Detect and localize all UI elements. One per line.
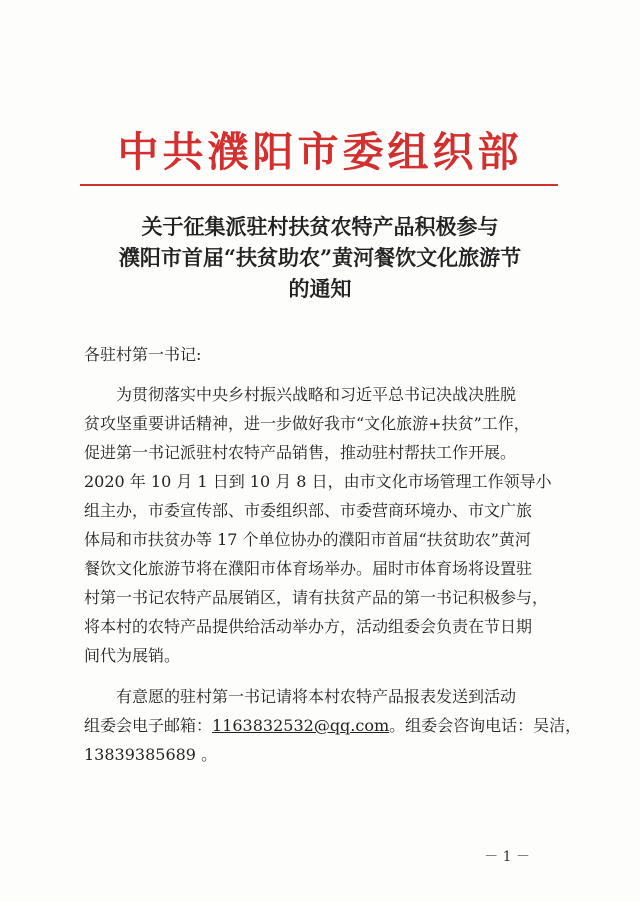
paragraph-1-line: 组主办，市委宣传部、市委组织部、市委营商环境办、市文广旅 <box>84 501 533 520</box>
paragraph-1-line: 贫攻坚重要讲话精神，进一步做好我市“文化旅游+扶贫”工作， <box>84 414 530 433</box>
document-title <box>0 211 640 304</box>
document-title-line-1: 关于征集派驻村扶贫农特产品积极参与 <box>141 214 499 239</box>
salutation: 各驻村第一书记: <box>84 345 202 364</box>
phone-number: 13839385689 。 <box>84 745 218 764</box>
paragraph-1-line: 促进第一书记派驻村农特产品销售，推动驻村帮扶工作开展。 <box>84 443 517 462</box>
phone-label: 。组委会咨询电话：吴洁， <box>389 716 582 735</box>
paragraph-1-line: 餐饮文化旅游节将在濮阳市体育场举办。届时市体育场将设置驻 <box>84 559 533 578</box>
email-label: 组委会电子邮箱： <box>84 716 213 735</box>
email-link[interactable]: 1163832532@qq.com <box>212 716 390 735</box>
paragraph-2-line <box>84 711 582 740</box>
document-title-line-2: 濮阳市首届“扶贫助农”黄河餐饮文化旅游节 <box>118 245 522 270</box>
paragraph-1-line: 为贯彻落实中央乡村振兴战略和习近平总书记决战决胜脱 <box>116 385 517 404</box>
paragraph-1-line: 村第一书记农特产品展销区，请有扶贫产品的第一书记积极参与， <box>84 588 549 607</box>
paragraph-1-line: 将本村的农特产品提供给活动举办方，活动组委会负责在节日期 <box>84 617 533 636</box>
document-body <box>84 380 582 769</box>
organization-header: 中共濮阳市委组织部 <box>117 128 523 176</box>
paragraph-1-line: 体局和市扶贫办等 17 个单位协办的濮阳市首届“扶贫助农”黄河 <box>84 530 531 549</box>
paragraph-1-line: 间代为展销。 <box>84 646 181 665</box>
red-header-rule <box>80 184 558 186</box>
paragraph-1-line: 2020 年 10 月 1 日到 10 月 8 日，由市文化市场管理工作领导小 <box>84 472 552 491</box>
page-number: － 1 － <box>484 849 530 865</box>
paragraph-2-line: 有意愿的驻村第一书记请将本村农特产品报表发送到活动 <box>116 687 517 706</box>
document-title-line-3: 的通知 <box>288 276 352 301</box>
